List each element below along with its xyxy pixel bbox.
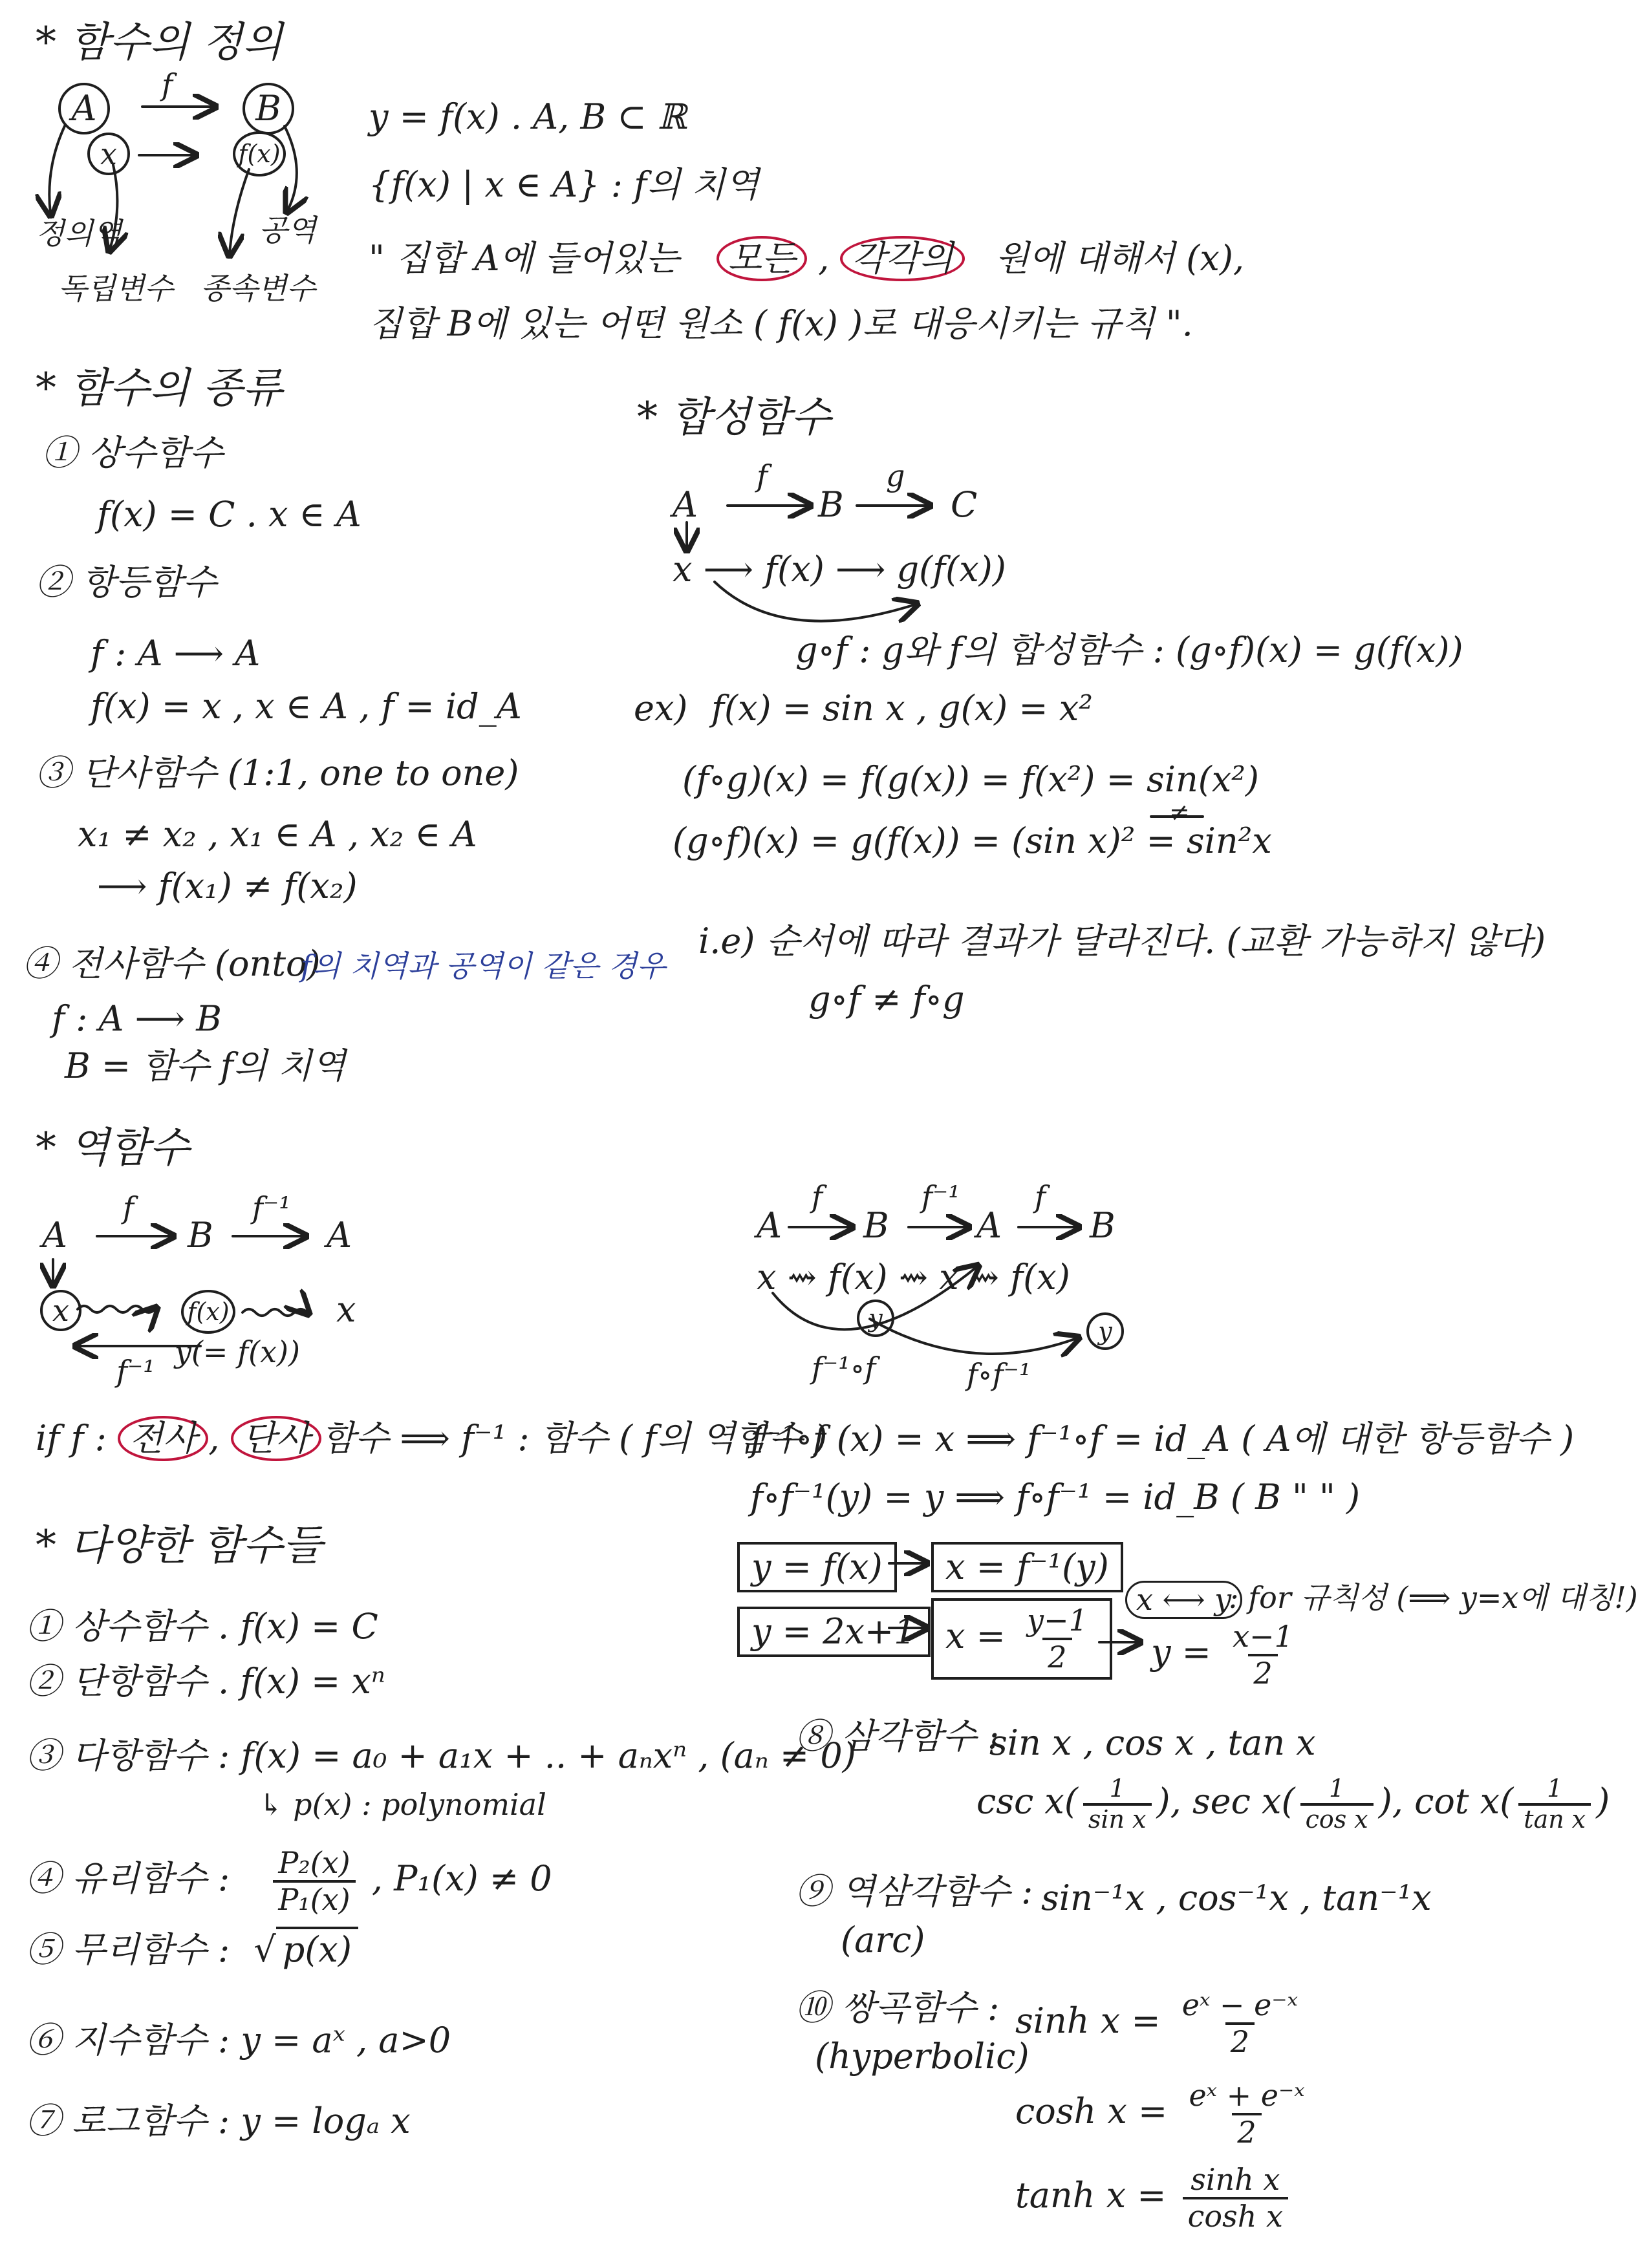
func-tanh (1015, 2163, 1293, 2234)
func-trig-line2: csc x( $\frac{1}{\text{sin x}}$ ), sec x( $\frac{1}{\text{cos x}}$ ), cot x( $\frac{1}{\text{tan x}}$ ) (976, 1774, 1610, 1834)
comp-ie: i.e) 순서에 따라 결과가 달라진다. (교환 가능하지 않다) (698, 921, 1546, 961)
func-tanh-den: cosh x (1183, 2197, 1288, 2234)
func-tanh-pre: tanh x = (1015, 2174, 1167, 2216)
node-B: B (242, 83, 294, 134)
comp-node-A: A (673, 484, 698, 525)
comp-label-f: f (757, 458, 768, 493)
func-irrational-label: ⑤ 무리함수 : (26, 1929, 230, 1970)
func-cosh-num: eˣ + e⁻ˣ (1189, 2078, 1305, 2113)
func-constant: ① 상수함수 . f(x) = C (26, 1606, 378, 1647)
inv-result (1151, 1620, 1304, 1691)
inv-box4-num: y−1 (1027, 1603, 1088, 1638)
type-surjective-eq1: f : A ⟶ B (52, 998, 222, 1039)
node-A: A (58, 83, 110, 134)
inv-r-label-f2: f (1035, 1179, 1046, 1214)
inv-box4-pre: x = (945, 1615, 1006, 1656)
func-sec: sec x (1192, 1781, 1282, 1822)
inv-r-comp2: f∘f⁻¹ (967, 1357, 1031, 1392)
inv-box4-den: 2 (1042, 1638, 1072, 1674)
section-title-definition: * 함수의 정의 (36, 19, 283, 67)
comp-ex-1: f(x) = sin x , g(x) = x² (711, 688, 1093, 729)
func-polynomial: ③ 다항함수 : f(x) = a₀ + a₁x + .. + aₙxⁿ , (aₙ ≠ 0) (26, 1735, 856, 1776)
arrow-domain (49, 126, 65, 213)
func-rational-num: P₂(x) (278, 1845, 350, 1880)
func-sinh-pre: sinh x = (1015, 2000, 1161, 2041)
func-sinh-num: eˣ − e⁻ˣ (1181, 1987, 1298, 2022)
comp-label-g: g (886, 458, 905, 493)
section-title-types: * 함수의 종류 (36, 365, 283, 412)
inv-result-num: x−1 (1233, 1619, 1293, 1654)
quote-each-circled: 각각의 (840, 236, 965, 281)
type-identity-eq2: f(x) = x , x ∈ A , f = id_A (91, 686, 522, 727)
func-sinh-den: 2 (1225, 2022, 1255, 2059)
func-inverse-trig-label: ⑨ 역삼각함수 : (795, 1871, 1033, 1912)
arrow-label-f: f (162, 67, 173, 102)
inv-cond-rest: 함수 ⟹ f⁻¹ : 함수 ( f의 역함수 ) (321, 1418, 828, 1459)
node-x: x (87, 133, 130, 175)
inv-back-label: f⁻¹ (116, 1354, 155, 1389)
inv-result-den: 2 (1248, 1654, 1277, 1691)
func-sec-den: cos x (1300, 1803, 1374, 1834)
type-constant-eq: f(x) = C . x ∈ A (97, 494, 361, 535)
type-identity-title: ② 항등함수 (36, 562, 217, 603)
comp-neq-mark: ≠ (1169, 798, 1190, 826)
func-hyperbolic-sub: (hyperbolic) (815, 2036, 1029, 2077)
inv-cond-if: if f : (36, 1418, 107, 1459)
func-cot-num: 1 (1547, 1774, 1563, 1803)
inv-swap-oval: x ⟷ y (1125, 1581, 1242, 1619)
comp-ex-2: (f∘g)(x) = f(g(x)) = f(x²) = sin(x²) (682, 759, 1259, 800)
func-trig-line1: sin x , cos x , tan x (989, 1722, 1316, 1763)
inv-r-comp1: f⁻¹∘f (812, 1351, 876, 1385)
inv-identity-1: f⁻¹∘f (x) = x ⟹ f⁻¹∘f = id_A ( A에 대한 항등함수 ) (750, 1418, 1575, 1459)
func-inverse-trig-arc: (arc) (841, 1920, 925, 1960)
def-quote-line-1: " 집합 A에 들어있는 모든 , 각각의 원에 대해서 (x), (369, 236, 1244, 281)
func-trig-label: ⑧ 삼각함수 : (795, 1716, 1000, 1757)
func-rational-den: P₁(x) (273, 1880, 355, 1917)
inv-box-y-2x1: y = 2x+1 (737, 1607, 931, 1657)
func-cosh-den: 2 (1232, 2113, 1261, 2150)
func-cosh-pre: cosh x = (1015, 2090, 1168, 2132)
inv-node-B: B (188, 1215, 213, 1256)
wavy-x-fx (78, 1306, 155, 1312)
inv-r-A2: A (976, 1205, 1002, 1246)
comp-ex-3: (g∘f)(x) = g(f(x)) = (sin x)² = sin²x (673, 820, 1272, 861)
inv-end-x: x (336, 1289, 356, 1330)
func-cosh (1015, 2079, 1315, 2150)
comp-node-B: B (818, 484, 844, 525)
quote-all-circled: 모든 (717, 236, 807, 281)
func-logarithmic: ⑦ 로그함수 : y = logₐ x (26, 2101, 411, 2141)
comp-ie-2: g∘f ≠ f∘g (808, 979, 965, 1020)
type-surjective-title: ④ 전사함수 (onto) (23, 943, 321, 984)
inv-r-B1: B (863, 1205, 889, 1246)
inv-identity-2: f∘f⁻¹(y) = y ⟹ f∘f⁻¹ = id_B ( B " " ) (750, 1477, 1361, 1517)
func-csc: csc x (976, 1781, 1064, 1822)
inv-r-A1: A (757, 1205, 782, 1246)
func-csc-num: 1 (1109, 1774, 1125, 1803)
inv-node-x: x (40, 1290, 81, 1331)
type-injective-eq1: x₁ ≠ x₂ , x₁ ∈ A , x₂ ∈ A (78, 814, 477, 855)
func-rational-label: ④ 유리함수 : (26, 1857, 230, 1899)
func-irrational-rad: p(x) (276, 1927, 358, 1970)
inv-label-finv: f⁻¹ (252, 1190, 291, 1225)
inv-cond-onto-circled: 전사 (118, 1416, 208, 1461)
inv-r-B2: B (1090, 1205, 1115, 1246)
func-hyperbolic-label: ⑩ 쌍곡함수 : (795, 1987, 1000, 2028)
quote-open: " 집합 A에 들어있는 (369, 238, 680, 279)
type-injective-title: ③ 단사함수 (1:1, one to one) (36, 753, 519, 793)
label-independent-variable: 독립변수 (58, 271, 173, 306)
inv-box-y-fx: y = f(x) (737, 1542, 897, 1592)
inv-result-pre: y = (1151, 1631, 1211, 1673)
func-sec-num: 1 (1329, 1774, 1345, 1803)
wavy-fx-x (242, 1309, 307, 1316)
def-quote-line-2: 집합 B에 있는 어떤 원소 ( f(x) )로 대응시키는 규칙 ". (369, 303, 1193, 344)
inv-y-note: y(= f(x)) (175, 1334, 300, 1369)
section-title-various: * 다양한 함수들 (36, 1522, 323, 1570)
label-dependent-variable: 종속변수 (200, 271, 316, 306)
type-surjective-note: f의 치역과 공역이 같은 경우 (301, 948, 666, 983)
section-title-composition: * 합성함수 (637, 394, 831, 442)
func-rational-cond: , P₁(x) ≠ 0 (371, 1857, 552, 1899)
def-line-1: y = f(x) . A, B ⊂ ℝ (369, 96, 687, 137)
func-csc-den: sin x (1083, 1803, 1152, 1834)
type-injective-eq2: ⟶ f(x₁) ≠ f(x₂) (97, 866, 358, 906)
func-irrational: ⑤ 무리함수 : √ p(x) (26, 1930, 358, 1970)
comp-ex-label: ex) (634, 688, 688, 729)
func-cot-den: tan x (1518, 1803, 1591, 1834)
comp-node-C: C (951, 484, 978, 525)
inv-swap-note: : for 규칙성 (⟹ y=x에 대칭!) (1229, 1580, 1638, 1615)
func-cot: cot x (1414, 1781, 1500, 1822)
inv-box-x-solved (931, 1598, 1112, 1680)
inv-node-A2: A (327, 1215, 352, 1256)
inv-r-y2: y (1086, 1312, 1124, 1350)
inv-r-label-f1: f (812, 1179, 823, 1214)
inv-r-y1: y (857, 1300, 894, 1337)
label-codomain: 공역 (259, 213, 316, 248)
inv-node-A1: A (42, 1215, 67, 1256)
inv-r-row2: x ⇝ f(x) ⇝ x ⇝ f(x) (757, 1257, 1070, 1298)
inv-node-fx: f(x) (181, 1290, 235, 1334)
func-tanh-num: sinh x (1191, 2162, 1280, 2197)
def-line-2: {f(x) | x ∈ A} : f의 치역 (369, 164, 759, 205)
type-identity-eq1: f : A ⟶ A (91, 633, 261, 674)
comp-row-2: x ⟶ f(x) ⟶ g(f(x)) (673, 549, 1006, 590)
arrow-codomain (285, 126, 297, 210)
node-fx: f(x) (233, 131, 286, 177)
func-polynomial-note: ↳ p(x) : polynomial (259, 1787, 546, 1822)
type-constant-title: ① 상수함수 (42, 433, 223, 473)
func-exponential: ⑥ 지수함수 : y = aˣ , a>0 (26, 2020, 451, 2060)
func-inverse-trig-eq: sin⁻¹x , cos⁻¹x , tan⁻¹x (1041, 1878, 1432, 1918)
label-domain: 정의역 (36, 216, 122, 251)
section-title-inverse: * 역함수 (36, 1124, 189, 1172)
inv-box-x-finvy: x = f⁻¹(y) (931, 1542, 1123, 1592)
func-monomial: ② 단항함수 . f(x) = xⁿ (26, 1661, 385, 1702)
inv-cond-inj-circled: 단사 (231, 1416, 321, 1461)
func-rational (26, 1846, 552, 1917)
quote-rest: 원에 대해서 (x), (995, 238, 1245, 279)
curve-f-finv (870, 1319, 1077, 1354)
inv-r-label-finv: f⁻¹ (921, 1179, 960, 1214)
type-surjective-eq2: B = 함수 f의 치역 (65, 1045, 346, 1086)
inv-label-f: f (123, 1190, 135, 1225)
inv-condition: if f : 전사 , 단사 함수 ⟹ f⁻¹ : 함수 ( f의 역함수 ) (36, 1416, 827, 1461)
arrow-dep (230, 169, 249, 253)
func-sinh (1015, 1988, 1308, 2059)
comp-definition: g∘f : g와 f의 합성함수 : (g∘f)(x) = g(f(x)) (795, 630, 1463, 670)
